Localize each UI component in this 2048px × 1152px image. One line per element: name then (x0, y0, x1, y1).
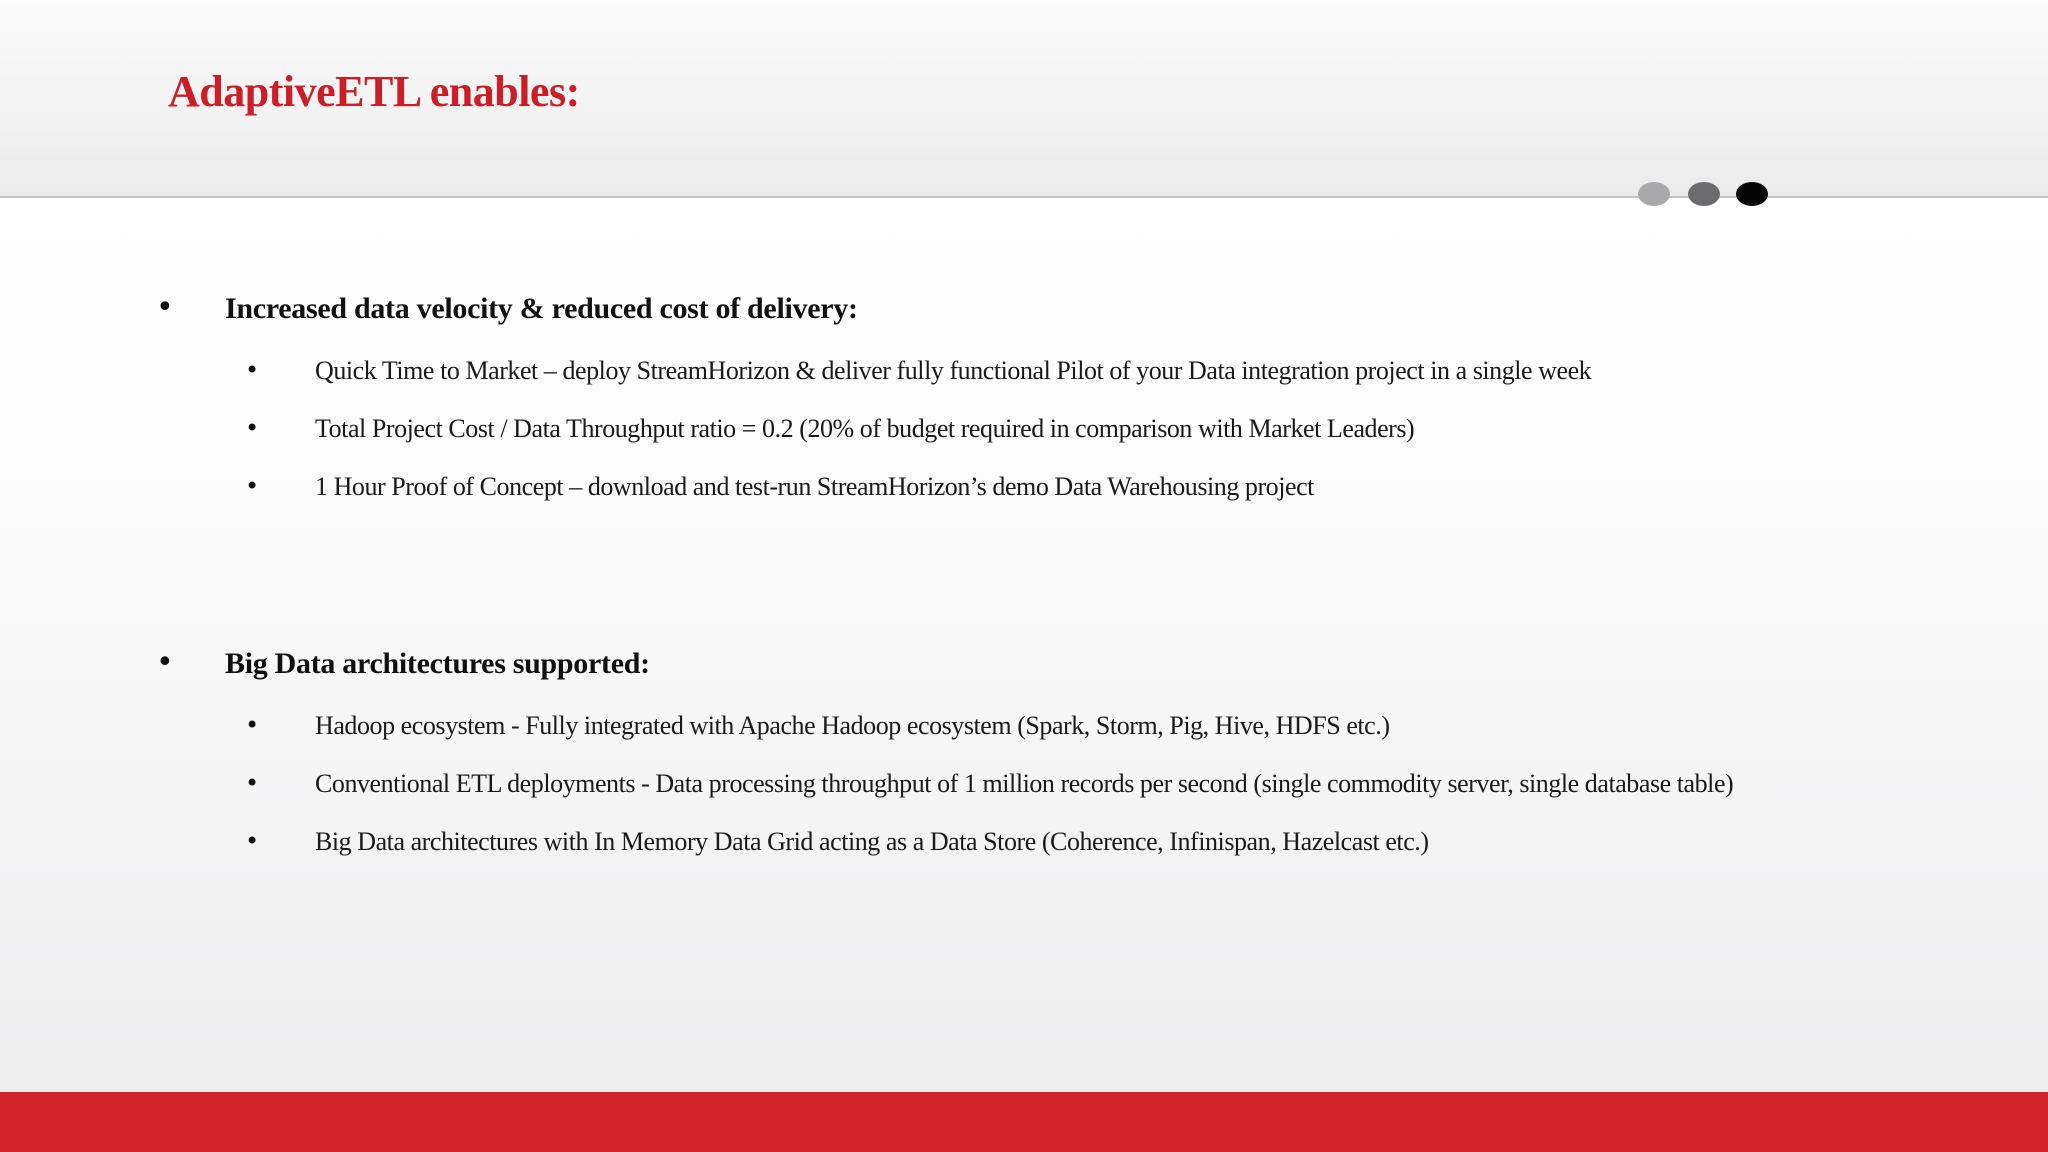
bullet-icon: • (245, 472, 260, 500)
bullet-icon: • (245, 827, 260, 855)
list-item (0, 414, 2048, 454)
section-heading: Big Data architectures supported: (225, 647, 650, 680)
section-heading: Increased data velocity & reduced cost of delivery: (225, 292, 858, 325)
bullet-icon: • (245, 711, 260, 739)
slide-title: AdaptiveETL enables: (168, 67, 580, 116)
list-item-text: Total Project Cost / Data Throughput ratio = 0.2 (20% of budget required in comparison with Market Leaders) (315, 414, 1415, 443)
footer-bar (0, 1092, 2048, 1152)
list-item-text: Quick Time to Market – deploy StreamHorizon & deliver fully functional Pilot of your Data integration project in a single week (315, 356, 1592, 385)
list-item (0, 711, 2048, 751)
list-item-text: Hadoop ecosystem - Fully integrated with Apache Hadoop ecosystem (Spark, Storm, Pig, Hive, HDFS etc.) (315, 711, 1390, 740)
list-item (0, 827, 2048, 867)
bullet-icon: • (245, 356, 260, 384)
list-item (0, 356, 2048, 396)
list-item-text: Big Data architectures with In Memory Data Grid acting as a Data Store (Coherence, Infinispan, Hazelcast etc.) (315, 827, 1429, 856)
list-item (0, 769, 2048, 809)
bullet-icon: • (156, 645, 174, 680)
bullet-icon: • (245, 769, 260, 797)
bullet-icon: • (245, 414, 260, 442)
list-item (0, 472, 2048, 512)
list-item-text: Conventional ETL deployments - Data processing throughput of 1 million records per second (single commodity server, single database table) (315, 769, 1734, 798)
list-item-text: 1 Hour Proof of Concept – download and test-run StreamHorizon’s demo Data Warehousing project (315, 472, 1314, 501)
bullet-icon: • (156, 290, 174, 325)
